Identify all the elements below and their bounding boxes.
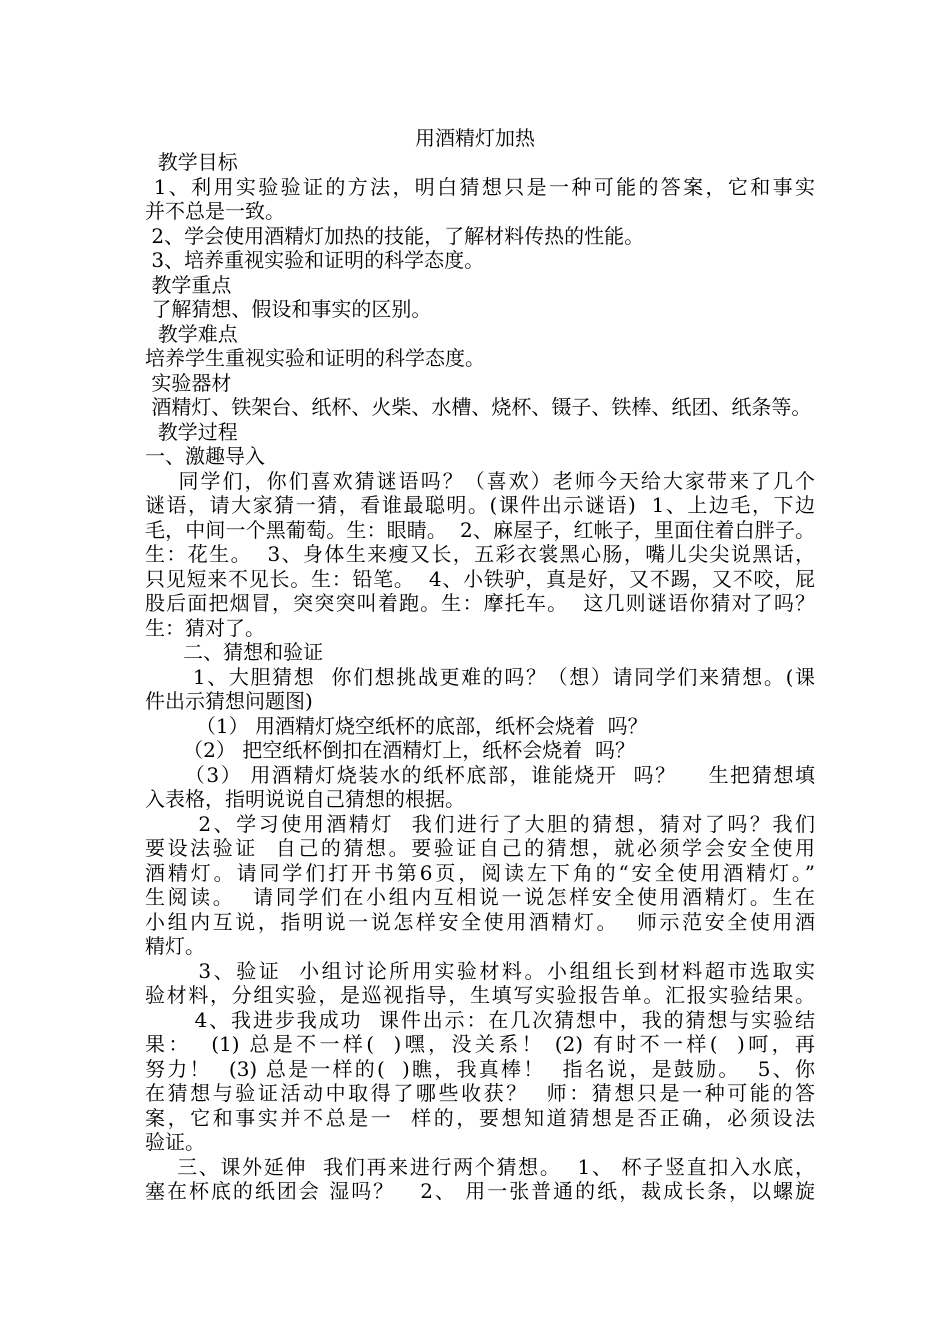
text-line: 并不总是一致。 [145,199,285,223]
text-line: 谜语，请大家猜一猜，看谁最聪明。(课件出示谜语) 1、上边毛，下边 [145,493,815,517]
text-line: 教学重点 [145,272,232,297]
text-line: 1、大胆猜想 你们想挑战更难的吗？（想）请同学们来猜想。(课 [145,664,815,689]
text-line: 生：花生。 3、身体生来瘦又长，五彩衣裳黑心肠，嘴儿尖尖说黑话， [145,542,815,566]
text-line: 酒精灯、铁架台、纸杯、火柴、水槽、烧杯、镊子、铁棒、纸团、纸条等。 [145,395,812,419]
text-line: 一、激趣导入 [145,444,265,468]
text-line: 验材料，分组实验，是巡视指导，生填写实验报告单。汇报实验结果。 [145,983,815,1007]
text-line: 实验器材 [145,370,232,395]
text-line: 毛，中间一个黑葡萄。生：眼睛。 2、麻屋子，红帐子，里面住着白胖子。 [145,517,815,542]
text-line: 2、学习使用酒精灯 我们进行了大胆的猜想，猜对了吗？我们 [145,811,815,836]
text-line: 小组内互说，指明说一说怎样安全使用酒精灯。 师示范安全使用酒 [145,909,815,934]
text-line: 在猜想与验证活动中取得了哪些收获？ 师：猜想只是一种可能的答 [145,1081,815,1105]
text-line: 只见短来不见长。生：铅笔。 4、小铁驴，真是好，又不踢，又不咬，屁 [145,566,815,591]
text-line: 案，它和事实并不总是一 样的，要想知道猜想是否正确，必须设法 [145,1105,815,1130]
text-line: 二、猜想和验证 [145,640,324,664]
text-line: 1、利用实验验证的方法，明白猜想只是一种可能的答案，它和事实 [145,174,815,199]
text-line: 件出示猜想问题图) [145,689,313,713]
text-line: 三、课外延伸 我们再来进行两个猜想。 1、 杯子竖直扣入水底， [145,1154,815,1179]
text-line: （1） 用酒精灯烧空纸杯的底部，纸杯会烧着 吗？ [145,713,648,738]
document-title: 用酒精灯加热 [415,126,535,150]
text-line: 培养学生重视实验和证明的科学态度。 [145,346,485,370]
text-line: 同学们，你们喜欢猜谜语吗？（喜欢）老师今天给大家带来了几个 [145,468,815,493]
text-line: 2、学会使用酒精灯加热的技能，了解材料传热的性能。 [145,223,645,248]
text-line: 了解猜想、假设和事实的区别。 [145,297,432,321]
text-line: （2） 把空纸杯倒扣在酒精灯上，纸杯会烧着 吗？ [145,738,635,762]
text-line: 入表格，指明说说自己猜想的根据。 [145,787,465,811]
text-line: 3、培养重视实验和证明的科学态度。 [145,248,485,272]
text-line: 股后面把烟冒，突突突叫着跑。生：摩托车。 这几则谜语你猜对了吗？ [145,591,815,615]
text-line: 生：猜对了。 [145,615,265,640]
text-line: 精灯。 [145,934,205,958]
text-line: 教学过程 [145,419,238,444]
text-line: 要设法验证 自己的猜想。要验证自己的猜想，就必须学会安全使用 [145,836,815,860]
text-line: 努力！ (3) 总是一样的( )瞧，我真棒！ 指名说，是鼓励。 5、你 [145,1056,815,1081]
document-body [145,150,815,1204]
text-line: 验证。 [145,1130,205,1154]
text-line: 教学难点 [145,321,238,346]
text-line: 3、验证 小组讨论所用实验材料。小组组长到材料超市选取实 [145,958,815,983]
text-line: 塞在杯底的纸团会 湿吗？ 2、 用一张普通的纸，裁成长条，以螺旋 [145,1179,815,1203]
text-line: 4、我进步我成功 课件出示：在几次猜想中，我的猜想与实验结 [145,1007,815,1032]
text-line: 教学目标 [145,150,238,174]
text-line: 生阅读。 请同学们在小组内互相说一说怎样安全使用酒精灯。生在 [145,885,815,909]
text-line: 果： (1) 总是不一样( )嘿，没关系！ (2) 有时不一样( )呵，再 [145,1032,815,1056]
text-line: （3） 用酒精灯烧装水的纸杯底部，谁能烧开 吗？ 生把猜想填 [145,762,815,787]
text-line: 酒精灯。请同学们打开书第6页，阅读左下角的“安全使用酒精灯。” [145,860,815,885]
